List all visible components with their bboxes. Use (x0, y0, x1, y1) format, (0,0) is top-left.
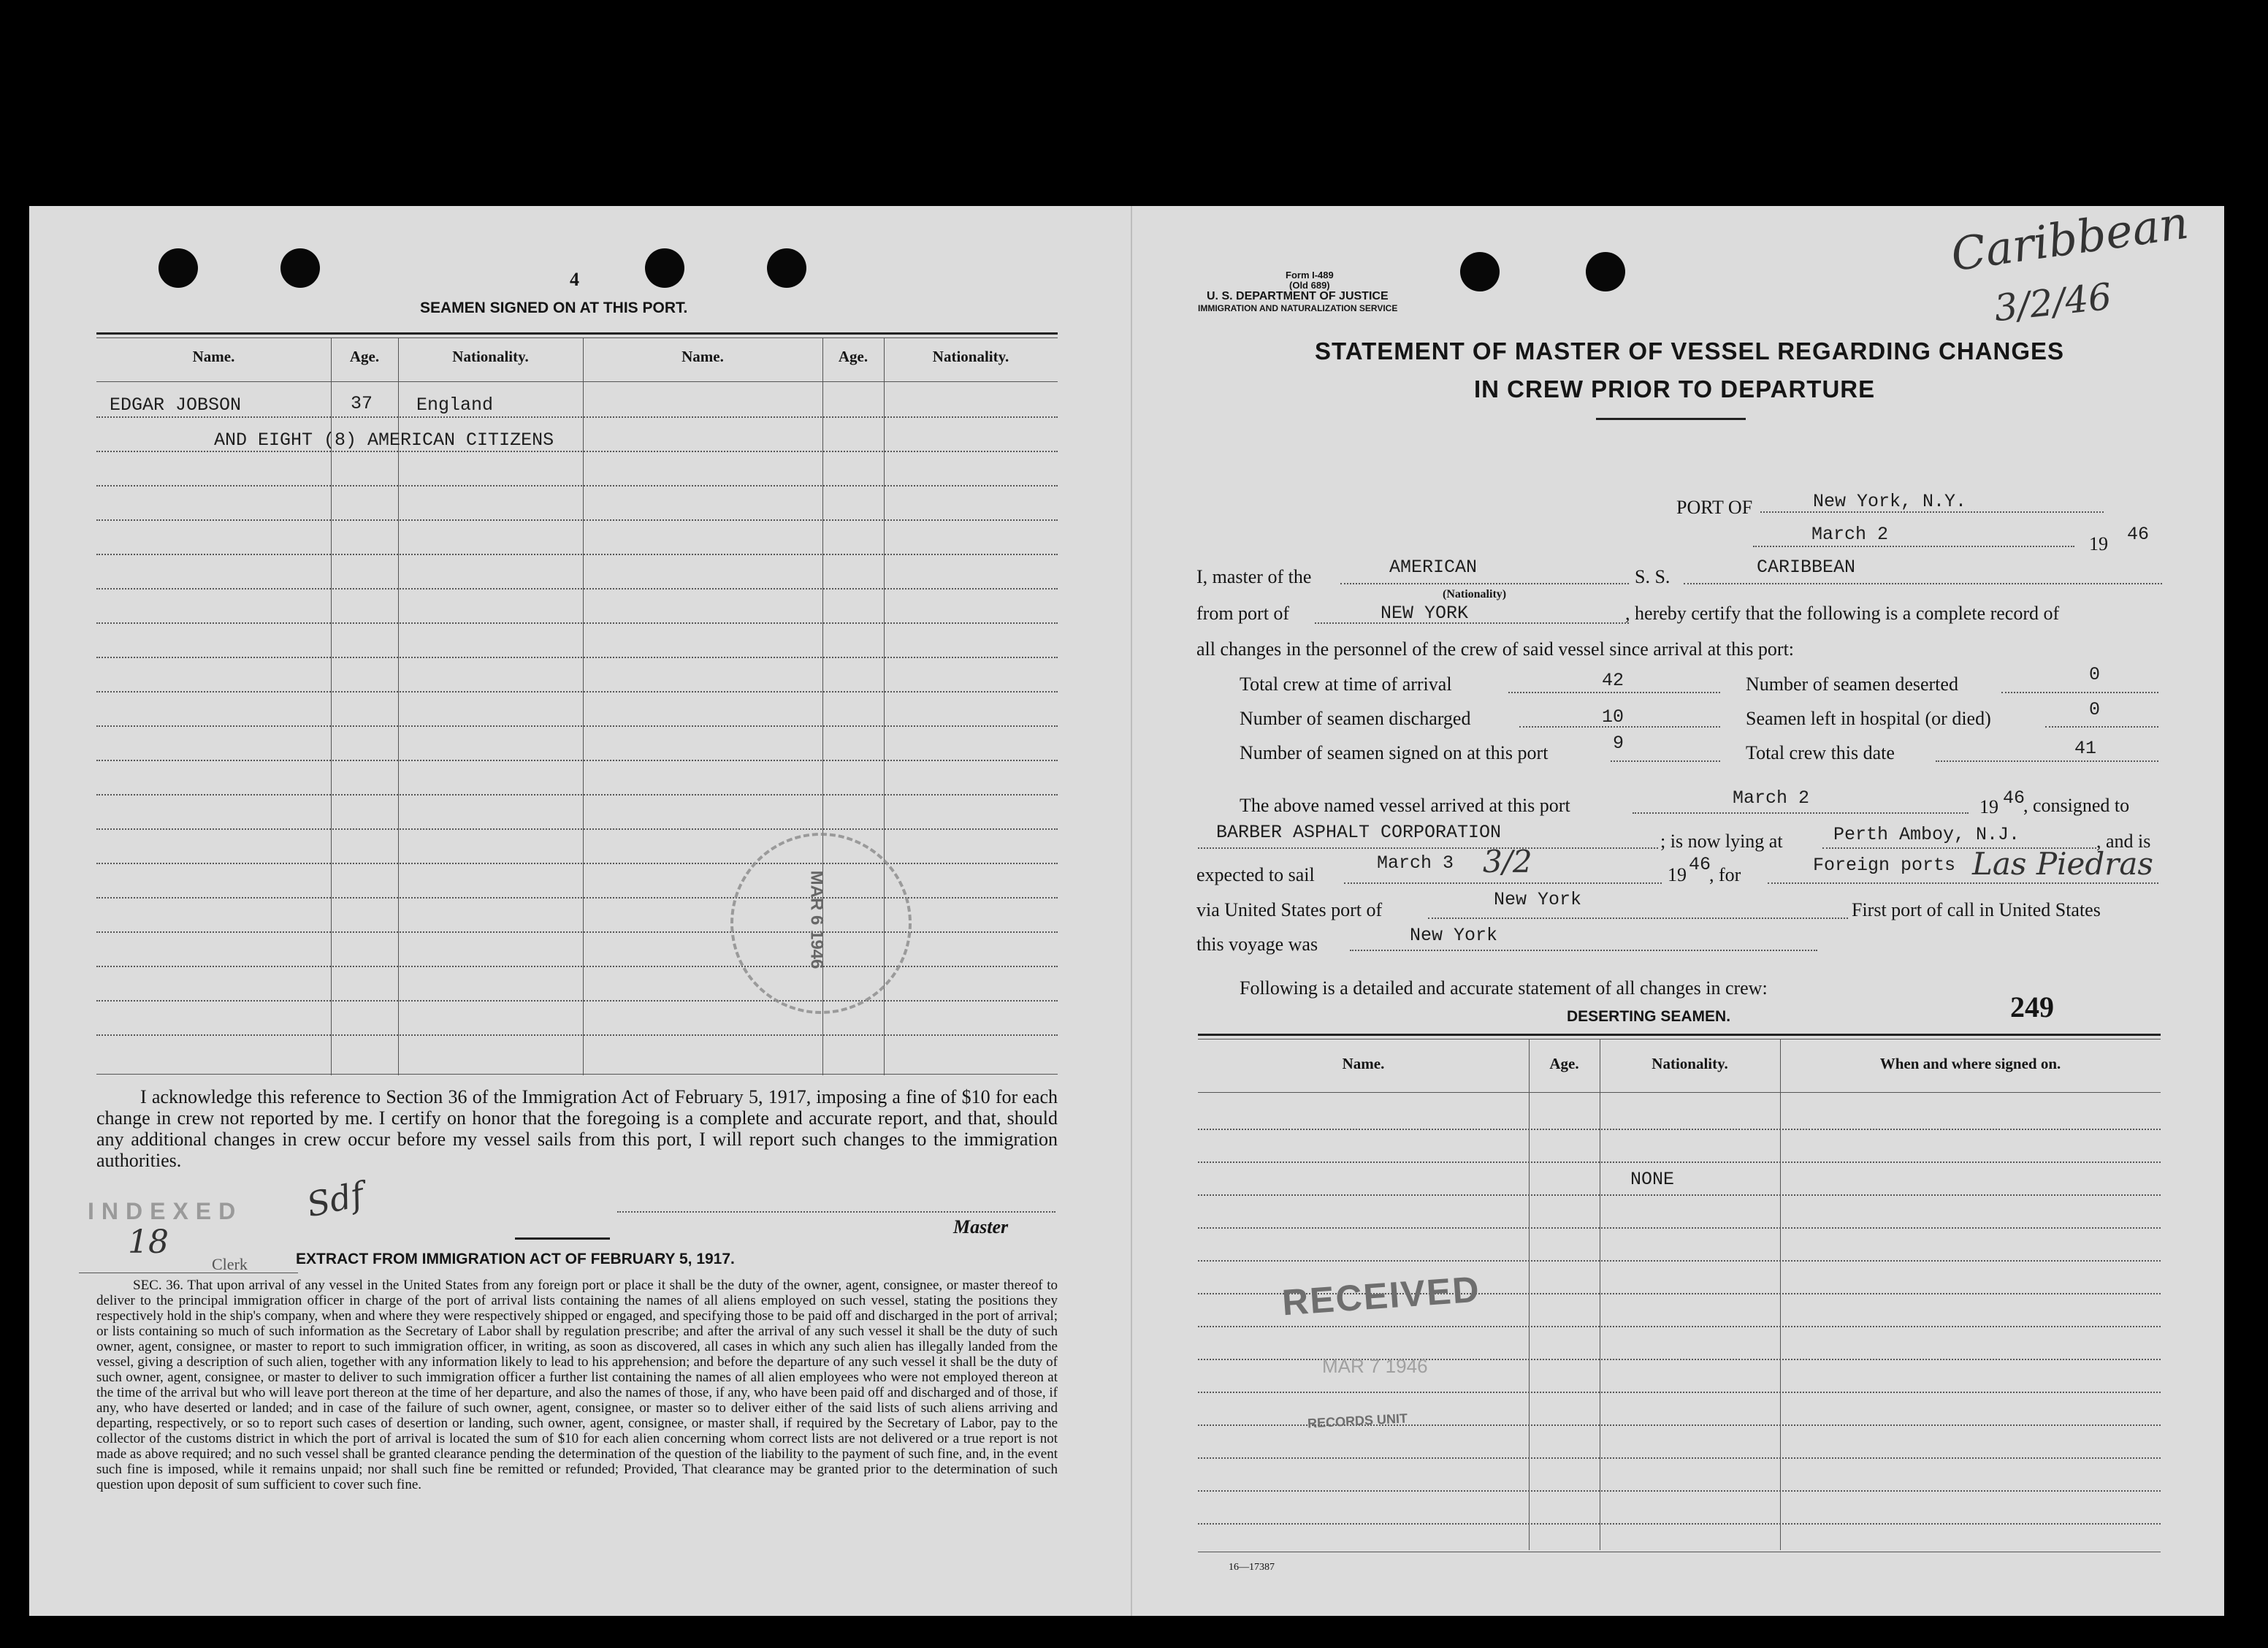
seaman-name: EDGAR JOBSON (110, 394, 242, 416)
row-rule (96, 760, 1058, 761)
punch-hole (159, 248, 198, 288)
date-value: March 2 (1811, 524, 1889, 545)
row-rule (96, 622, 1058, 624)
stat-value-deserted: 0 (2089, 664, 2101, 685)
port-label: PORT OF (1676, 497, 1753, 518)
form-title-line2: IN CREW PRIOR TO DEPARTURE (1474, 375, 1876, 403)
seaman-age: 37 (351, 393, 373, 414)
year-value: 46 (2127, 524, 2150, 545)
stat-line (2001, 692, 2158, 693)
header-rule (96, 381, 1058, 382)
stat-value-total-arrival: 42 (1602, 670, 1624, 691)
records-unit-stamp: RECORDS UNIT (1307, 1411, 1408, 1431)
section-36-text: SEC. 36. That upon arrival of any vessel in the United States from any foreign port or place it shall be the duty of the owner, agent, consignee, or master thereof to deliver to the principal immigration officer in charge of the port of arrival lists containing the names of all aliens employed on such vessel, stating the positions they respectively hold in the ship's company, when and where they were respectively shipped or engaged, and specifying those to be paid off and discharged in the port of arrival; or lists containing so much of such information as the Secretary of Labor shall by regulation prescribe; and after the arrival of any such vessel it shall be the duty of such owner, agent, consignee, or master to report to such immigration officer, in writing, as soon as discovered, all cases in which any such alien has illegally landed from the vessel, giving a description of such alien, together with any information likely to lead to his apprehension; and before the departure of any such vessel it shall be the duty of such owner, agent, consignee, or master to deliver to such immigration officer a further list containing the names of all alien employees who were not employed thereon at the time of the arrival but who will leave port thereon at the time of her departure, and also the names of those, if any, who have been paid off and discharged and of those, if any, who have deserted or landed; and in case of the failure of such owner, agent, consignee, or master so to deliver either of the said lists of such aliens arriving and departing, respectively, or so to report such cases of desertion or landing, such owner, agent, consignee, or master shall, if required by the Secretary of Labor, pay to the collector of the customs district in which the port of arrival is located the sum of $10 for each alien concerning whom correct lists are not delivered or a true report is not made as above required; and no such vessel shall be granted clearance pending the determination of the question of the liability to the payment of such fine, and, in the event such fine is imposed, while it remains unpaid; nor shall such fine be remitted or refunded; Provided, That clearance may be granted prior to the determination of such question upon deposit of sum sufficient to cover such fine. (96, 1278, 1058, 1492)
arrived-label: The above named vessel arrived at this port (1240, 795, 1570, 816)
and-is-label: , and is (2096, 831, 2151, 852)
row-rule (96, 588, 1058, 590)
row-rule (96, 416, 1058, 418)
row-rule (96, 828, 1058, 830)
row-rule (1198, 1260, 2161, 1262)
row-rule (96, 897, 1058, 899)
row-rule (1198, 1129, 2161, 1130)
section-title: SEAMEN SIGNED ON AT THIS PORT. (420, 300, 688, 316)
lying-label: ; is now lying at (1660, 831, 1783, 852)
stat-value-total-date: 41 (2074, 738, 2097, 759)
acknowledgement-text: I acknowledge this reference to Section 36 of the Immigration Act of February 5, 1917, imposing a fine of $10 for each change in crew not reported by me. I certify on honor that the foregoing is a complete and accurate report, and that, should any additional changes in crew occur before my vessel sails from this port, I will report such changes to the immigration authorities. (96, 1086, 1058, 1171)
stat-line (1936, 760, 2158, 762)
form-title-line1: STATEMENT OF MASTER OF VESSEL REGARDING CHANGES (1315, 337, 2065, 365)
voyage-line (1350, 950, 1817, 951)
stat-line (1519, 726, 1720, 728)
punch-hole (280, 248, 320, 288)
destination-value: Foreign ports (1813, 855, 1956, 876)
table-top-rule (96, 332, 1058, 335)
nationality-caption: (Nationality) (1443, 588, 1507, 600)
column-header-nationality: Nationality. (932, 348, 1009, 365)
arrived-year: 46 (2003, 787, 2025, 809)
title-rule (1596, 418, 1746, 420)
via-port-value: New York (1494, 889, 1582, 910)
column-header-nationality: Nationality. (452, 348, 529, 365)
indexed-mark: 18 (128, 1224, 169, 1261)
seaman-nationality: England (416, 394, 494, 416)
clerk-label: Clerk (212, 1255, 248, 1273)
destination-line (1768, 882, 2158, 884)
punch-hole (645, 248, 684, 288)
row-rule (96, 1034, 1058, 1036)
row-rule (96, 794, 1058, 796)
stat-value-discharged: 10 (1602, 706, 1624, 728)
row-rule (1198, 1194, 2161, 1196)
page-number: 4 (570, 269, 579, 290)
stat-value-hospital: 0 (2089, 699, 2101, 720)
sail-line (1344, 882, 1662, 884)
vessel-line (1684, 583, 2162, 584)
row-rule (96, 519, 1058, 521)
row-rule (1198, 1457, 2161, 1459)
consigned-label: , consigned to (2023, 795, 2130, 816)
nationality-line (1340, 583, 1629, 584)
department-name: U. S. DEPARTMENT OF JUSTICE (1207, 290, 1389, 302)
ss-label: S. S. (1635, 566, 1671, 587)
from-port-line (1315, 622, 1629, 624)
date-line (1753, 546, 2074, 547)
row-rule (1198, 1490, 2161, 1492)
following-text: Following is a detailed and accurate statement of all changes in crew: (1240, 977, 1768, 999)
column-header-nationality: Nationality. (1652, 1055, 1728, 1072)
arrived-year-prefix: 19 (1979, 796, 1998, 817)
received-date-stamp: MAR 7 1946 (1322, 1355, 1428, 1377)
row-rule (96, 657, 1058, 658)
row-rule (96, 931, 1058, 933)
stat-label-signed-on: Number of seamen signed on at this port (1240, 742, 1549, 763)
from-port-value: NEW YORK (1381, 603, 1469, 624)
round-stamp-date: MAR 6 1946 (806, 870, 827, 969)
header-rule (1198, 1092, 2161, 1093)
consignee-line (1198, 847, 1658, 849)
port-line (1760, 511, 2104, 513)
consignee-value: BARBER ASPHALT CORPORATION (1216, 822, 1502, 843)
footer-code: 16—17387 (1229, 1562, 1275, 1573)
sail-year: 46 (1689, 854, 1711, 875)
via-label: via United States port of (1196, 899, 1383, 920)
received-stamp: RECEIVED (1280, 1268, 1482, 1324)
indexed-stamp: INDEXED (88, 1198, 243, 1224)
column-divider (1529, 1039, 1530, 1550)
column-header-age: Age. (1549, 1055, 1579, 1072)
sail-date-handwritten: 3/2 (1483, 844, 1532, 880)
row-rule (1198, 1392, 2161, 1393)
via-line (1428, 918, 1848, 919)
form-old-number: (Old 689) (1289, 280, 1330, 291)
sail-year-prefix: 19 (1668, 864, 1687, 885)
deserting-title: DESERTING SEAMEN. (1567, 1008, 1731, 1025)
seaman-note: AND EIGHT (8) AMERICAN CITIZENS (214, 430, 554, 451)
column-divider (583, 337, 584, 1075)
stat-label-total-arrival: Total crew at time of arrival (1240, 674, 1452, 695)
table-top-rule (1198, 1034, 2161, 1036)
row-rule (96, 691, 1058, 693)
port-value: New York, N.Y. (1813, 491, 1967, 512)
first-port-label: First port of call in United States (1852, 899, 2101, 920)
stat-label-total-date: Total crew this date (1746, 742, 1895, 763)
certify-text: , hereby certify that the following is a complete record of (1625, 603, 2060, 624)
master-signature-line (617, 1211, 1055, 1213)
form-number: Form I-489 (1286, 270, 1334, 281)
year-prefix: 19 (2089, 533, 2108, 554)
row-rule (96, 1000, 1058, 1002)
column-header-age: Age. (349, 348, 380, 365)
row-rule (96, 863, 1058, 864)
row-rule (1198, 1326, 2161, 1327)
column-header-age: Age. (838, 348, 868, 365)
page-serial-number: 249 (2010, 991, 2054, 1023)
for-label: , for (1709, 864, 1741, 885)
stat-label-deserted: Number of seamen deserted (1746, 674, 1958, 695)
voyage-label: this voyage was (1196, 934, 1318, 955)
vessel-name: CARIBBEAN (1757, 557, 1856, 578)
punch-hole (1586, 252, 1625, 291)
lying-at-value: Perth Amboy, N.J. (1833, 824, 2020, 845)
stat-line (1508, 692, 1720, 693)
handwritten-date: 3/2/46 (1992, 275, 2114, 330)
nationality-value: AMERICAN (1389, 557, 1478, 578)
column-divider (1780, 1039, 1781, 1550)
row-rule (96, 451, 1058, 452)
extract-title: EXTRACT FROM IMMIGRATION ACT OF FEBRUARY 5, 1917. (296, 1251, 735, 1267)
page-fold (1131, 206, 1132, 1616)
column-header-when-where: When and where signed on. (1879, 1055, 2061, 1072)
stat-line (2045, 726, 2158, 728)
voyage-port-value: New York (1410, 925, 1498, 946)
row-rule (96, 725, 1058, 727)
row-rule (1198, 1227, 2161, 1229)
service-name: IMMIGRATION AND NATURALIZATION SERVICE (1198, 303, 1398, 313)
punch-hole (767, 248, 806, 288)
extract-rule (515, 1237, 610, 1240)
destination-handwritten: Las Piedras (1972, 846, 2153, 882)
master-label: Master (953, 1216, 1009, 1237)
all-changes-text: all changes in the personnel of the crew of said vessel since arrival at this port: (1196, 638, 1795, 660)
row-rule (96, 966, 1058, 967)
sail-date: March 3 (1377, 852, 1454, 874)
clerk-initials: Sdf (303, 1174, 367, 1225)
handwritten-vessel-name: Caribbean (1947, 195, 2192, 282)
punch-hole (1460, 252, 1500, 291)
stat-label-discharged: Number of seamen discharged (1240, 708, 1471, 729)
master-of-label: I, master of the (1196, 566, 1312, 587)
arrived-date: March 2 (1733, 787, 1810, 809)
column-header-name: Name. (192, 348, 235, 365)
row-rule (96, 554, 1058, 555)
row-rule (96, 485, 1058, 487)
table-bottom-rule (96, 1074, 1058, 1075)
stat-label-hospital: Seamen left in hospital (or died) (1746, 708, 1991, 729)
none-entry: NONE (1630, 1169, 1675, 1190)
column-header-name: Name. (1342, 1055, 1385, 1072)
column-header-name: Name. (681, 348, 724, 365)
from-port-label: from port of (1196, 603, 1290, 624)
row-rule (1198, 1161, 2161, 1163)
stat-line (1611, 760, 1720, 762)
row-rule (1198, 1523, 2161, 1525)
stat-value-signed-on: 9 (1613, 733, 1624, 754)
table-top-rule (96, 337, 1058, 338)
arrived-line (1633, 812, 1969, 814)
expected-label: expected to sail (1196, 864, 1315, 885)
